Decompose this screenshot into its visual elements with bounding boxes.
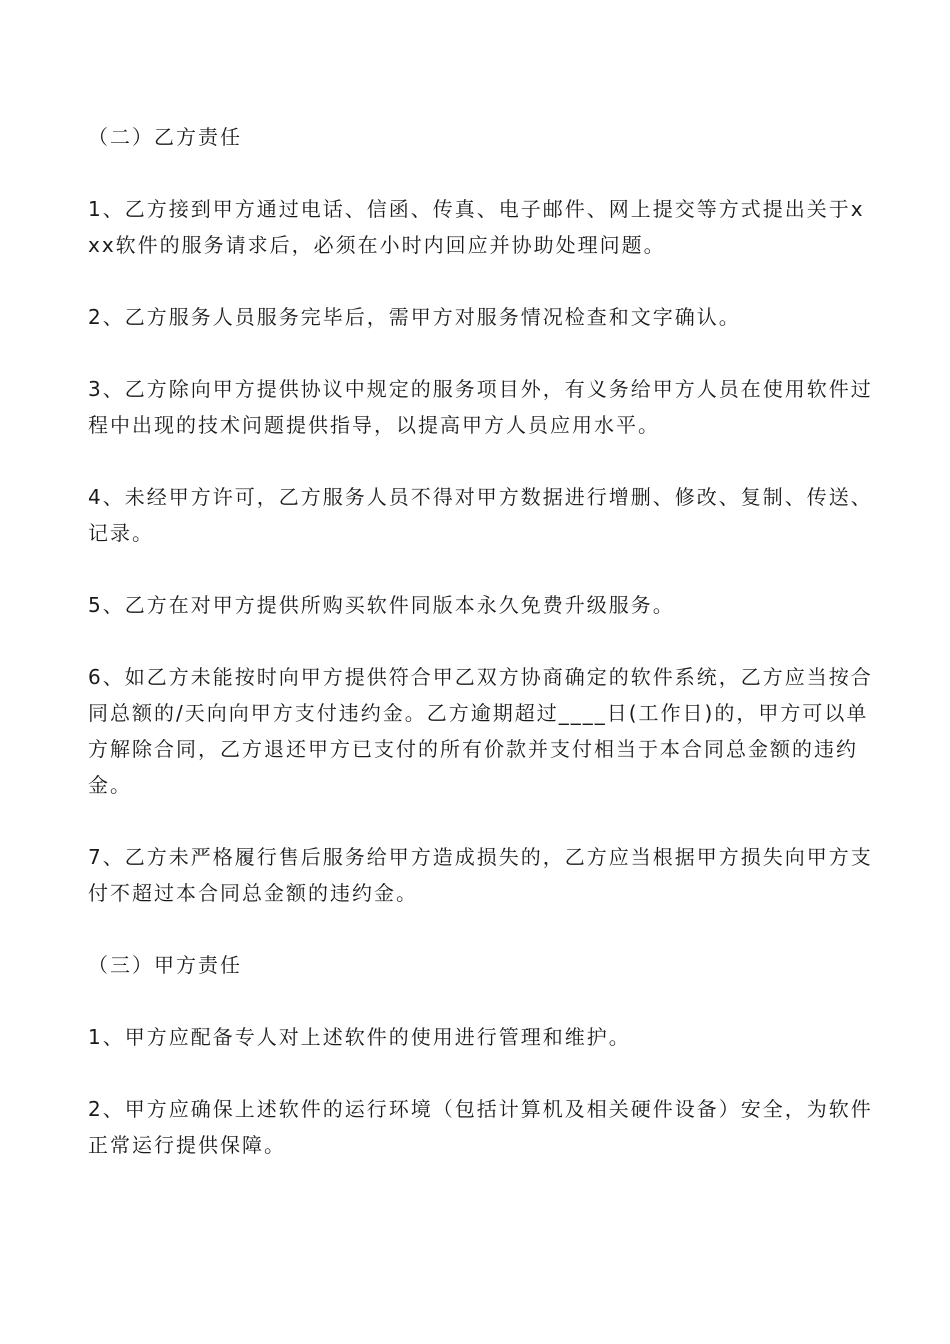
clause-a-2: 2、甲方应确保上述软件的运行环境（包括计算机及相关硬件设备）安全，为软件正常运行提供保障。 bbox=[88, 1097, 873, 1157]
clause-b-1: 1、乙方接到甲方通过电话、信函、传真、电子邮件、网上提交等方式提出关于xxx软件的服务请求后，必须在小时内回应并协助处理问题。 bbox=[88, 197, 865, 257]
clause-b-4: 4、未经甲方许可，乙方服务人员不得对甲方数据进行增删、修改、复制、传送、记录。 bbox=[88, 485, 873, 545]
clause-b-3: 3、乙方除向甲方提供协议中规定的服务项目外，有义务给甲方人员在使用软件过程中出现的技术问题提供指导，以提高甲方人员应用水平。 bbox=[88, 377, 873, 437]
document-body bbox=[88, 119, 878, 1163]
clause-b-6: 6、如乙方未能按时向甲方提供符合甲乙双方协商确定的软件系统，乙方应当按合同总额的/天向向甲方支付违约金。乙方逾期超过____日(工作日)的，甲方可以单方解除合同，乙方退还甲方已支付的所有价款并支付相当于本合同总金额的违约金。 bbox=[88, 665, 873, 797]
clause-b-7: 7、乙方未严格履行售后服务给甲方造成损失的，乙方应当根据甲方损失向甲方支付不超过本合同总金额的违约金。 bbox=[88, 845, 873, 905]
section-heading-party-b: （二）乙方责任 bbox=[88, 125, 242, 149]
clause-a-1: 1、甲方应配备专人对上述软件的使用进行管理和维护。 bbox=[88, 1025, 631, 1049]
section-heading-party-a: （三）甲方责任 bbox=[88, 953, 242, 977]
clause-b-2: 2、乙方服务人员服务完毕后，需甲方对服务情况检查和文字确认。 bbox=[88, 305, 741, 329]
clause-b-5: 5、乙方在对甲方提供所购买软件同版本永久免费升级服务。 bbox=[88, 593, 675, 617]
